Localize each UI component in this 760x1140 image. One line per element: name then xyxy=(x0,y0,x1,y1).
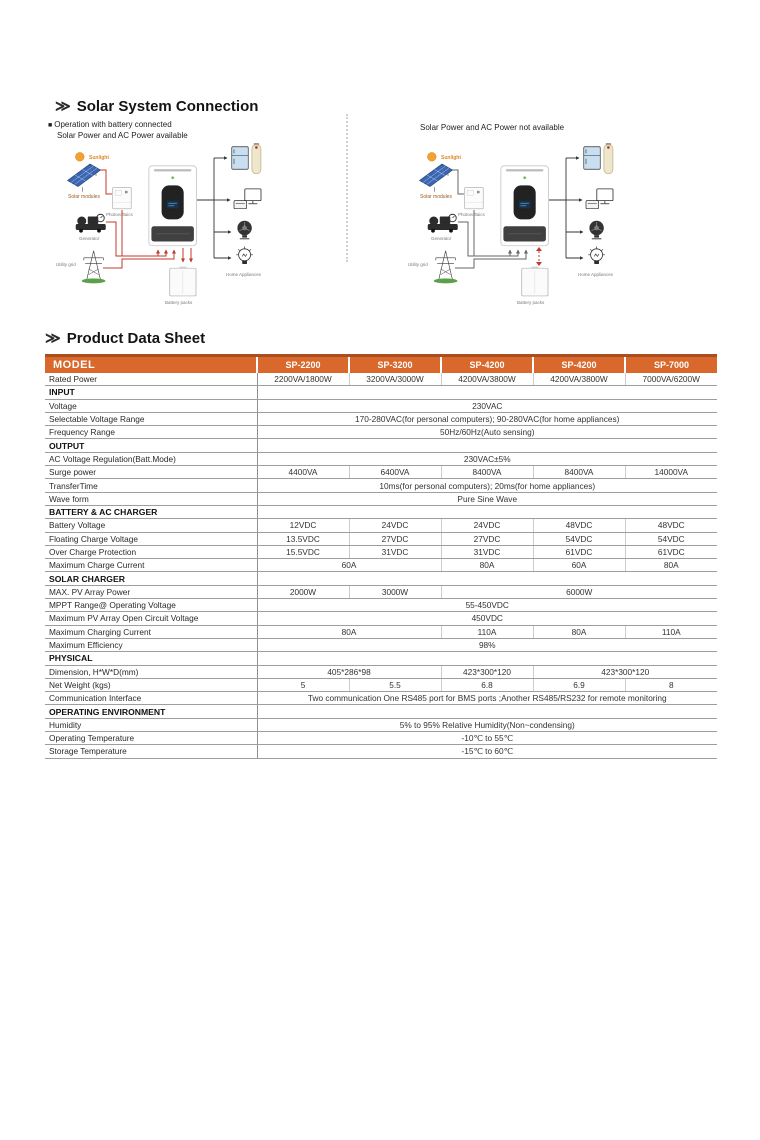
spec-row xyxy=(45,692,717,705)
row-label: PHYSICAL xyxy=(45,652,257,665)
section-filler xyxy=(257,652,717,665)
sunlight-label: Sunlight xyxy=(89,155,109,161)
model-header-row xyxy=(45,356,717,374)
spec-row xyxy=(45,466,717,479)
right-connection-diagram xyxy=(400,138,640,310)
spec-row xyxy=(45,373,717,386)
spec-value: 4400VA xyxy=(257,466,349,479)
spec-value: 55-450VDC xyxy=(257,599,717,612)
section-filler xyxy=(257,705,717,718)
spec-value: 8400VA xyxy=(533,466,625,479)
row-label: Battery Voltage xyxy=(45,519,257,532)
spec-value: 6.9 xyxy=(533,678,625,691)
spec-value: 2000W xyxy=(257,585,349,598)
spec-value: 423*300*120 xyxy=(441,665,533,678)
right-diagram-caption: Solar Power and AC Power not available xyxy=(420,123,565,132)
section-row xyxy=(45,652,717,665)
row-label: Maximum PV Array Open Circuit Voltage xyxy=(45,612,257,625)
inverter-icon xyxy=(501,166,549,246)
fridge-icon xyxy=(232,147,249,170)
spec-row xyxy=(45,718,717,731)
spec-value: 8400VA xyxy=(441,466,533,479)
spec-value: 31VDC xyxy=(349,545,441,558)
spec-value: 50Hz/60Hz(Auto sensing) xyxy=(257,426,717,439)
sun-icon xyxy=(75,152,84,161)
spec-value: 230VAC xyxy=(257,399,717,412)
row-label: Dimension, H*W*D(mm) xyxy=(45,665,257,678)
fan-icon xyxy=(237,221,251,239)
spec-value: 48VDC xyxy=(533,519,625,532)
spec-value: 54VDC xyxy=(625,532,717,545)
bulb-icon xyxy=(236,246,253,264)
section-row xyxy=(45,386,717,399)
section-title-text: Product Data Sheet xyxy=(66,329,206,347)
spec-row xyxy=(45,585,717,598)
spec-value: 54VDC xyxy=(533,532,625,545)
section-filler xyxy=(257,439,717,452)
row-label: Over Charge Protection xyxy=(45,545,257,558)
spec-row xyxy=(45,732,717,745)
row-label: Operating Temperature xyxy=(45,732,257,745)
spec-value: 8 xyxy=(625,678,717,691)
row-label: Floating Charge Voltage xyxy=(45,532,257,545)
spec-value: 110A xyxy=(441,625,533,638)
spec-row xyxy=(45,532,717,545)
section-filler xyxy=(257,386,717,399)
spec-value: Pure Sine Wave xyxy=(257,492,717,505)
spec-value: 14000VA xyxy=(625,466,717,479)
spec-value: Two communication One RS485 port for BMS ports ;Another RS485/RS232 for remote monitoring xyxy=(257,692,717,705)
spec-row xyxy=(45,452,717,465)
row-label: MPPT Range@ Operating Voltage xyxy=(45,599,257,612)
inverter-icon xyxy=(149,166,197,246)
product-data-sheet xyxy=(45,354,717,759)
spec-value: 13.5VDC xyxy=(257,532,349,545)
left-connection-diagram xyxy=(48,138,288,310)
spec-value: 405*286*98 xyxy=(257,665,441,678)
spec-row xyxy=(45,599,717,612)
spec-row xyxy=(45,426,717,439)
spec-value: 60A xyxy=(533,559,625,572)
section-filler xyxy=(257,572,717,585)
spec-value: 3000W xyxy=(349,585,441,598)
spec-row xyxy=(45,638,717,651)
row-label: Frequency Range xyxy=(45,426,257,439)
spec-value: 5 xyxy=(257,678,349,691)
row-label: OUTPUT xyxy=(45,439,257,452)
spec-table-body xyxy=(45,373,717,758)
generator-label: Generator xyxy=(79,236,100,241)
row-label: MAX. PV Array Power xyxy=(45,585,257,598)
pv-box-icon xyxy=(465,188,484,209)
column-header-sp-4200: SP-4200 xyxy=(533,356,625,374)
spec-row xyxy=(45,678,717,691)
row-label: SOLAR CHARGER xyxy=(45,572,257,585)
wire-grid xyxy=(103,250,174,268)
row-label: Wave form xyxy=(45,492,257,505)
spec-value: 230VAC±5% xyxy=(257,452,717,465)
sun-icon xyxy=(427,152,436,161)
spec-value: 423*300*120 xyxy=(533,665,717,678)
generator-icon xyxy=(428,214,458,232)
spec-row xyxy=(45,745,717,758)
chevron-icon: ≫ xyxy=(55,98,71,115)
battery-icon xyxy=(522,267,548,296)
spec-value: -10℃ to 55℃ xyxy=(257,732,717,745)
spec-row xyxy=(45,479,717,492)
wire-solar xyxy=(451,170,464,194)
row-label: Selectable Voltage Range xyxy=(45,412,257,425)
square-bullet-icon: ■ xyxy=(48,122,53,129)
battery-packs-label: Battery packs xyxy=(517,300,545,305)
battery-icon xyxy=(170,267,196,296)
row-label: Maximum Charge Current xyxy=(45,559,257,572)
spec-row xyxy=(45,412,717,425)
battery-arrow-down xyxy=(536,262,542,266)
spec-value: 7000VA/6200W xyxy=(625,373,717,386)
row-label: TransferTime xyxy=(45,479,257,492)
bulb-icon xyxy=(588,246,605,264)
row-label: BATTERY & AC CHARGER xyxy=(45,505,257,518)
column-header-sp-7000: SP-7000 xyxy=(625,356,717,374)
chevron-icon: ≫ xyxy=(45,330,61,347)
fridge-icon xyxy=(584,147,601,170)
generator-icon xyxy=(76,214,106,232)
section-row xyxy=(45,505,717,518)
computer-icon xyxy=(586,189,613,209)
row-label: INPUT xyxy=(45,386,257,399)
row-label: Communication Interface xyxy=(45,692,257,705)
column-header-sp-4200: SP-4200 xyxy=(441,356,533,374)
section-row xyxy=(45,439,717,452)
spec-value: 27VDC xyxy=(349,532,441,545)
row-label: Storage Temperature xyxy=(45,745,257,758)
diagram-divider xyxy=(346,114,348,262)
spec-value: 31VDC xyxy=(441,545,533,558)
section-filler xyxy=(257,505,717,518)
section-row xyxy=(45,572,717,585)
spec-value: 12VDC xyxy=(257,519,349,532)
solar-modules-label: Solar modules xyxy=(420,194,452,200)
section-row xyxy=(45,705,717,718)
utility-grid-label: Utility grid xyxy=(56,262,76,267)
spec-value: 3200VA/3000W xyxy=(349,373,441,386)
column-header-sp-3200: SP-3200 xyxy=(349,356,441,374)
spec-value: 4200VA/3800W xyxy=(441,373,533,386)
spec-value: 61VDC xyxy=(625,545,717,558)
spec-value: 10ms(for personal computers); 20ms(for home appliances) xyxy=(257,479,717,492)
solar-panel-icon xyxy=(68,164,101,192)
section-title-datasheet xyxy=(45,329,205,347)
row-label: Surge power xyxy=(45,466,257,479)
wire-solar xyxy=(99,170,112,194)
spec-value: 6.8 xyxy=(441,678,533,691)
column-header-sp-2200: SP-2200 xyxy=(257,356,349,374)
row-label: Maximum Charging Current xyxy=(45,625,257,638)
spec-value: 80A xyxy=(257,625,441,638)
row-label: Net Weight (kgs) xyxy=(45,678,257,691)
home-appliances-label: Home Appliances xyxy=(226,272,262,277)
spec-row xyxy=(45,519,717,532)
spec-value: 48VDC xyxy=(625,519,717,532)
spec-value: 27VDC xyxy=(441,532,533,545)
utility-grid-icon xyxy=(82,251,106,284)
battery-packs-label: Battery packs xyxy=(165,300,193,305)
utility-grid-label: Utility grid xyxy=(408,262,428,267)
spec-value: 60A xyxy=(257,559,441,572)
row-label: Humidity xyxy=(45,718,257,731)
pv-box-label: Photovoltaics xyxy=(458,212,485,217)
column-header-model: MODEL xyxy=(45,356,257,374)
section-title-connection xyxy=(55,97,258,115)
water-heater-icon xyxy=(604,143,613,174)
spec-value: 170-280VAC(for personal computers); 90-280VAC(for home appliances) xyxy=(257,412,717,425)
spec-value: -15℃ to 60℃ xyxy=(257,745,717,758)
spec-value: 61VDC xyxy=(533,545,625,558)
spec-row xyxy=(45,625,717,638)
battery-arrow-up xyxy=(536,247,542,251)
sunlight-label: Sunlight xyxy=(441,155,461,161)
spec-value: 6000W xyxy=(441,585,717,598)
pv-box-icon xyxy=(113,188,132,209)
spec-value: 6400VA xyxy=(349,466,441,479)
spec-value: 110A xyxy=(625,625,717,638)
spec-value: 24VDC xyxy=(441,519,533,532)
spec-value: 24VDC xyxy=(349,519,441,532)
spec-value: 4200VA/3800W xyxy=(533,373,625,386)
spec-value: 450VDC xyxy=(257,612,717,625)
row-label: AC Voltage Regulation(Batt.Mode) xyxy=(45,452,257,465)
spec-row xyxy=(45,545,717,558)
pv-box-label: Photovoltaics xyxy=(106,212,133,217)
caption-line-1: Operation with battery connected xyxy=(54,120,172,129)
spec-value: 5.5 xyxy=(349,678,441,691)
row-label: Rated Power xyxy=(45,373,257,386)
wire-grid xyxy=(455,250,526,268)
solar-panel-icon xyxy=(420,164,453,192)
fan-icon xyxy=(589,221,603,239)
water-heater-icon xyxy=(252,143,261,174)
spec-value: 80A xyxy=(441,559,533,572)
spec-row xyxy=(45,492,717,505)
spec-row xyxy=(45,612,717,625)
utility-grid-icon xyxy=(434,251,458,284)
row-label: Voltage xyxy=(45,399,257,412)
generator-label: Generator xyxy=(431,236,452,241)
spec-row xyxy=(45,665,717,678)
spec-value: 5% to 95% Relative Humidity(Non~condensing) xyxy=(257,718,717,731)
spec-value: 80A xyxy=(533,625,625,638)
spec-row xyxy=(45,399,717,412)
solar-modules-label: Solar modules xyxy=(68,194,100,200)
computer-icon xyxy=(234,189,261,209)
row-label: Maximum Efficiency xyxy=(45,638,257,651)
spec-table xyxy=(45,354,717,759)
row-label: OPERATING ENVIRONMENT xyxy=(45,705,257,718)
spec-value: 98% xyxy=(257,638,717,651)
spec-value: 80A xyxy=(625,559,717,572)
home-appliances-label: Home Appliances xyxy=(578,272,614,277)
spec-row xyxy=(45,559,717,572)
section-title-text: Solar System Connection xyxy=(76,97,259,115)
caption-line-2: Solar Power and AC Power available xyxy=(57,131,188,140)
spec-value: 2200VA/1800W xyxy=(257,373,349,386)
spec-value: 15.5VDC xyxy=(257,545,349,558)
